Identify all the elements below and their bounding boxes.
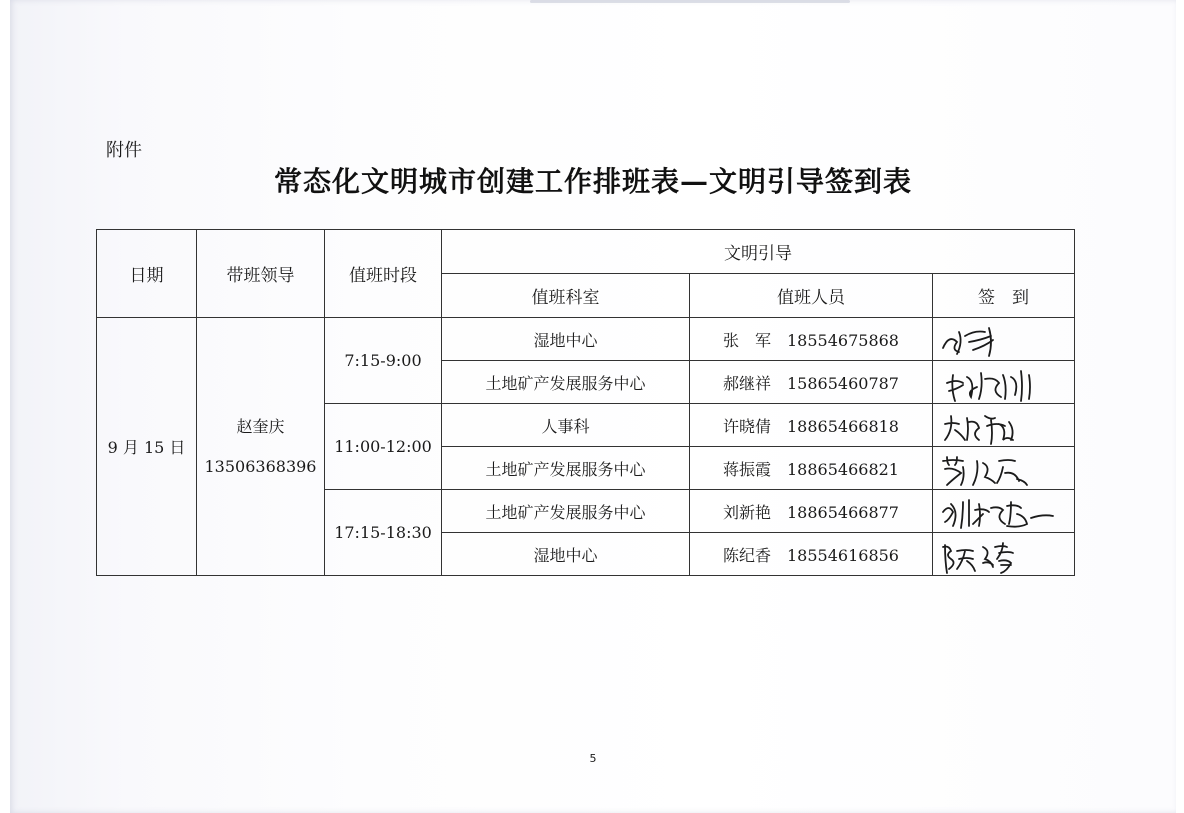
department-cell: 土地矿产发展服务中心	[442, 361, 690, 404]
staff-cell	[690, 490, 933, 533]
department-cell: 土地矿产发展服务中心	[442, 447, 690, 490]
signature-image	[933, 361, 1075, 404]
staff-cell	[690, 361, 933, 404]
department-cell: 土地矿产发展服务中心	[442, 490, 690, 533]
signature-cell	[933, 447, 1075, 490]
time-slot-cell: 17:15-18:30	[325, 490, 442, 576]
header-department: 值班科室	[442, 274, 690, 318]
leader-name: 赵奎庆	[236, 416, 285, 436]
staff-name: 刘新艳	[723, 502, 772, 522]
signature-cell	[933, 318, 1075, 361]
staff-name: 张 军	[723, 330, 772, 350]
department-cell: 湿地中心	[442, 318, 690, 361]
signature-image	[933, 404, 1075, 447]
page-number: 5	[589, 752, 597, 765]
staff-phone: 18554616856	[787, 545, 899, 565]
staff-cell	[690, 404, 933, 447]
document-page	[10, 0, 1176, 813]
staff-phone: 15865460787	[787, 373, 899, 393]
duty-roster-table	[96, 229, 1075, 576]
department-cell: 人事科	[442, 404, 690, 447]
signature-image	[933, 447, 1075, 490]
signature-cell	[933, 490, 1075, 533]
leader-cell	[197, 318, 325, 576]
table-row	[97, 318, 1075, 361]
staff-phone: 18865466877	[787, 502, 899, 522]
date-cell: 9 月 15 日	[97, 318, 197, 576]
staff-cell	[690, 447, 933, 490]
time-slot-cell: 7:15-9:00	[325, 318, 442, 404]
header-staff: 值班人员	[690, 274, 933, 318]
staff-phone: 18554675868	[787, 330, 899, 350]
signature-image	[933, 533, 1075, 576]
header-sign-in: 签 到	[933, 274, 1075, 318]
page-title: 常态化文明城市创建工作排班表—文明引导签到表	[273, 165, 912, 198]
staff-cell	[690, 318, 933, 361]
signature-image	[933, 490, 1075, 533]
staff-name: 郝继祥	[723, 373, 772, 393]
staff-phone: 18865466821	[787, 459, 899, 479]
staff-name: 陈纪香	[723, 545, 772, 565]
header-time-slot: 值班时段	[325, 230, 442, 318]
header-date: 日期	[97, 230, 197, 318]
attachment-label: 附件	[106, 140, 142, 161]
leader-phone: 13506368396	[204, 456, 317, 476]
header-group: 文明引导	[442, 230, 1075, 274]
signature-image	[933, 318, 1075, 361]
department-cell: 湿地中心	[442, 533, 690, 576]
time-slot-cell: 11:00-12:00	[325, 404, 442, 490]
staff-cell	[690, 533, 933, 576]
staff-phone: 18865466818	[787, 416, 899, 436]
scan-edge-mark	[530, 0, 850, 3]
signature-cell	[933, 404, 1075, 447]
staff-name: 许晓倩	[723, 416, 772, 436]
signature-cell	[933, 533, 1075, 576]
signature-cell	[933, 361, 1075, 404]
header-leader: 带班领导	[197, 230, 325, 318]
staff-name: 蒋振霞	[723, 459, 772, 479]
